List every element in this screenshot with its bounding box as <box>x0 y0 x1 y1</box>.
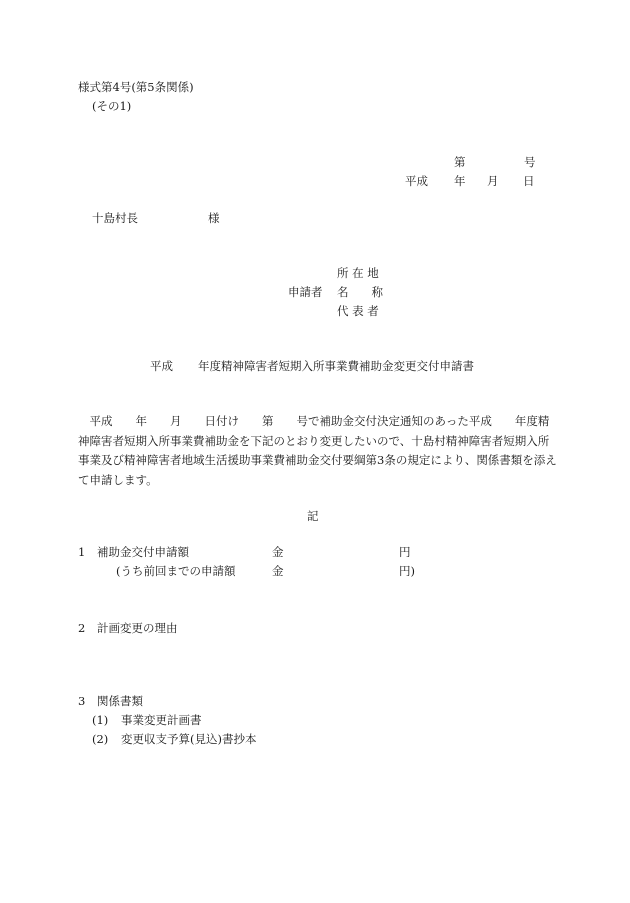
date-month: 月 <box>487 174 499 188</box>
item1-number: 1 <box>78 545 86 559</box>
date-year: 年 <box>454 174 466 188</box>
form-sub-number: (その1) <box>92 99 132 113</box>
item1-sub-yen: 円) <box>399 564 415 578</box>
date-era: 平成 <box>405 174 428 188</box>
item2-label: 計画変更の理由 <box>97 621 178 635</box>
item1-sub-kin: 金 <box>272 564 284 578</box>
item3-label: 関係書類 <box>97 694 143 708</box>
item1-kin: 金 <box>272 545 284 559</box>
doc2-label: 変更収支予算(見込)書抄本 <box>121 732 257 746</box>
doc-number-go: 号 <box>524 155 536 169</box>
item1-yen: 円 <box>399 545 411 559</box>
date-day: 日 <box>523 174 535 188</box>
item2-number: 2 <box>78 621 86 635</box>
item3-number: 3 <box>78 694 86 708</box>
doc1-number: (1) <box>92 713 109 727</box>
body-paragraph: 平成 年 月 日付け 第 号で補助金交付決定通知のあった平成 年度精神障害者短期入所事業費補助金を下記のとおり変更したいので、十島村精神障害者短期入所事業及び精神障害者地域生活援助事業費補助金交付要綱第3条の規定により、関係書類を添えて申請します。 <box>78 414 557 487</box>
applicant-label: 申請者 <box>288 285 323 299</box>
ki-heading: 記 <box>307 509 319 523</box>
doc1-label: 事業変更計画書 <box>121 713 202 727</box>
applicant-address-label: 所 在 地 <box>337 266 379 280</box>
form-number: 様式第4号(第5条関係) <box>78 80 194 94</box>
doc-number-dai: 第 <box>454 155 466 169</box>
document-title: 年度精神障害者短期入所事業費補助金変更交付申請書 <box>198 359 474 373</box>
addressee-honorific: 様 <box>208 211 220 225</box>
applicant-name-label: 名 称 <box>337 285 383 299</box>
title-era: 平成 <box>150 359 173 373</box>
item1-label: 補助金交付申請額 <box>97 545 189 559</box>
applicant-rep-label: 代 表 者 <box>337 304 379 318</box>
addressee-name: 十島村長 <box>92 211 138 225</box>
doc2-number: (2) <box>92 732 109 746</box>
item1-sub-label: (うち前回までの申請額 <box>116 564 236 578</box>
